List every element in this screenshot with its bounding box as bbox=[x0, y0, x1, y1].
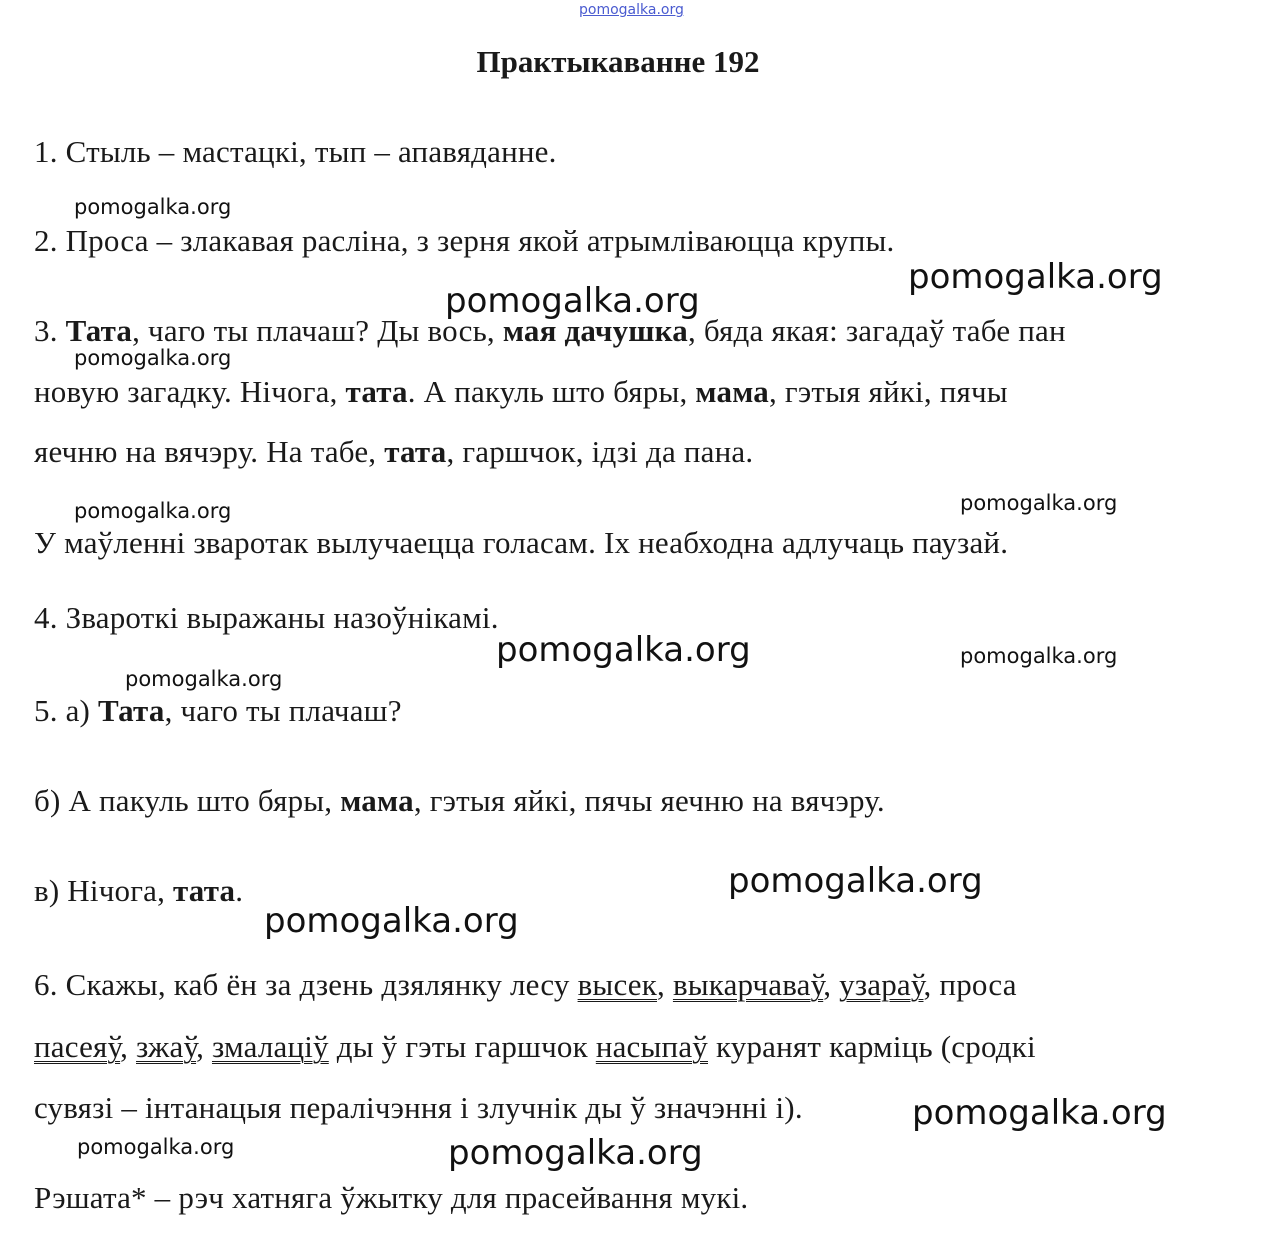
item-5c: в) Нічога, тата. bbox=[34, 873, 244, 908]
item-6-line-3: сувязі – інтанацыя пералічэння і злучнік ды ў значэнні і). bbox=[34, 1090, 803, 1125]
item-4: 4. Звароткі выражаны назоўнікамі. bbox=[34, 600, 499, 635]
page-title: Практыкаванне 192 bbox=[476, 44, 760, 79]
item-6-line-2: пасеяў, зжаў, змалаціў ды ў гэты гаршчок насыпаў куранят карміць (сродкі bbox=[34, 1029, 1036, 1064]
item-3-line-1: 3. Тата, чаго ты плачаш? Ды вось, мая дачушка, бяда якая: загадаў табе пан bbox=[34, 313, 1066, 348]
watermark: pomogalka.org bbox=[496, 630, 751, 670]
watermark: pomogalka.org bbox=[264, 901, 519, 941]
footnote: Рэшата* – рэч хатняга ўжытку для прасейвання мукі. bbox=[34, 1180, 749, 1215]
watermark: pomogalka.org bbox=[74, 346, 232, 370]
watermark: pomogalka.org bbox=[579, 2, 684, 18]
watermark: pomogalka.org bbox=[77, 1135, 235, 1159]
item-5b: б) А пакуль што бяры, мама, гэтыя яйкі, пячы яечню на вячэру. bbox=[34, 783, 885, 818]
watermark: pomogalka.org bbox=[448, 1133, 703, 1173]
item-5a: 5. а) Тата, чаго ты плачаш? bbox=[34, 693, 402, 728]
watermark: pomogalka.org bbox=[74, 499, 232, 523]
watermark: pomogalka.org bbox=[445, 281, 700, 321]
item-3-line-3: яечню на вячэру. На табе, тата, гаршчок, ідзі да пана. bbox=[34, 434, 754, 469]
watermark: pomogalka.org bbox=[125, 667, 283, 691]
watermark: pomogalka.org bbox=[728, 861, 983, 901]
watermark: pomogalka.org bbox=[960, 644, 1118, 668]
watermark: pomogalka.org bbox=[908, 257, 1163, 297]
watermark: pomogalka.org bbox=[74, 195, 232, 219]
watermark: pomogalka.org bbox=[912, 1093, 1167, 1133]
item-6-line-1: 6. Скажы, каб ён за дзень дзялянку лесу высек, выкарчаваў, узараў, проса bbox=[34, 967, 1017, 1002]
item-3-line-2: новую загадку. Нічога, тата. А пакуль што бяры, мама, гэтыя яйкі, пячы bbox=[34, 374, 1008, 409]
watermark: pomogalka.org bbox=[960, 491, 1118, 515]
item-1: 1. Стыль – мастацкі, тып – апавяданне. bbox=[34, 134, 557, 169]
item-2: 2. Проса – злакавая расліна, з зерня якой атрымліваюцца крупы. bbox=[34, 223, 895, 258]
item-3-note: У маўленні зваротак вылучаецца голасам. Іх неабходна адлучаць паузай. bbox=[34, 525, 1009, 560]
